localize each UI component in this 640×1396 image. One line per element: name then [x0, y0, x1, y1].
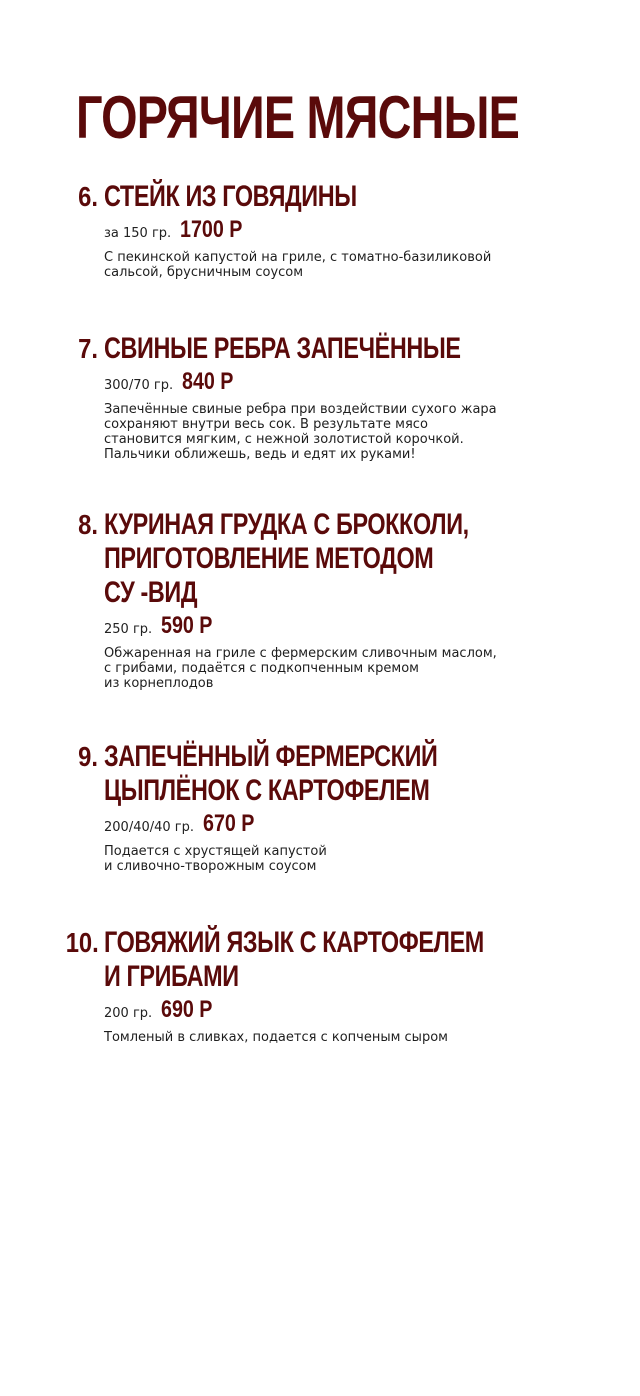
menu-item	[60, 180, 620, 280]
item-name-line: ПРИГОТОВЛЕНИЕ МЕТОДОМ	[104, 542, 434, 575]
item-name-line: СУ -ВИД	[104, 576, 198, 609]
menu-item	[60, 926, 620, 1045]
item-price: 690 Р	[161, 996, 213, 1023]
item-weight: 200 гр.	[104, 1006, 153, 1021]
item-description	[60, 646, 620, 691]
description-line: из корнеплодов	[104, 676, 214, 691]
menu-item-header	[60, 180, 620, 214]
item-meta	[60, 810, 620, 838]
item-number: 9.	[78, 741, 98, 772]
item-meta	[60, 612, 620, 640]
item-description	[60, 1030, 620, 1045]
menu-item	[60, 332, 620, 462]
item-description	[60, 402, 620, 462]
item-name-line: ЦЫПЛЁНОК С КАРТОФЕЛЕМ	[104, 774, 430, 807]
description-line: Томленый в сливках, подается с копченым сыром	[104, 1030, 448, 1045]
item-name-line: ГОВЯЖИЙ ЯЗЫК С КАРТОФЕЛЕМ	[104, 926, 484, 959]
menu-item-header	[60, 926, 620, 994]
item-name	[104, 926, 506, 994]
description-line: Запечённые свиные ребра при воздействии сухого жара	[104, 402, 497, 417]
page-title: ГОРЯЧИЕ МЯСНЫЕ	[76, 84, 520, 151]
description-line: Пальчики оближешь, ведь и едят их руками!	[104, 447, 416, 462]
item-price: 670 Р	[203, 810, 255, 837]
item-name-line: СВИНЫЕ РЕБРА ЗАПЕЧЁННЫЕ	[104, 332, 461, 365]
item-price: 840 Р	[182, 368, 234, 395]
item-name-line: И ГРИБАМИ	[104, 960, 239, 993]
description-line: Подается с хрустящей капустой	[104, 844, 327, 859]
description-line: с грибами, подаётся с подкопченным кремом	[104, 661, 419, 676]
menu-item-header	[60, 508, 620, 610]
item-name	[104, 740, 506, 808]
item-description	[60, 844, 620, 874]
item-name	[104, 180, 506, 214]
item-number: 10.	[65, 927, 99, 958]
item-meta	[60, 996, 620, 1024]
item-price: 1700 Р	[180, 216, 243, 243]
item-name-line: СТЕЙК ИЗ ГОВЯДИНЫ	[104, 180, 357, 213]
item-name	[104, 508, 506, 610]
menu-item	[60, 508, 620, 691]
description-line: Обжаренная на гриле с фермерским сливочным маслом,	[104, 646, 497, 661]
item-name-line: КУРИНАЯ ГРУДКА С БРОККОЛИ,	[104, 508, 469, 541]
item-weight: 300/70 гр.	[104, 378, 174, 393]
description-line: сальсой, брусничным соусом	[104, 265, 304, 280]
item-price: 590 Р	[161, 612, 213, 639]
menu-item-header	[60, 332, 620, 366]
item-meta	[60, 216, 620, 244]
item-name-line: ЗАПЕЧЁННЫЙ ФЕРМЕРСКИЙ	[104, 740, 438, 773]
item-name	[104, 332, 506, 366]
item-number: 7.	[78, 333, 98, 364]
item-number: 8.	[78, 509, 98, 540]
description-line: и сливочно-творожным соусом	[104, 859, 317, 874]
item-weight: 200/40/40 гр.	[104, 820, 195, 835]
description-line: С пекинской капустой на гриле, с томатно-базиликовой	[104, 250, 492, 265]
description-line: становится мягким, с нежной золотистой корочкой.	[104, 432, 464, 447]
item-meta	[60, 368, 620, 396]
item-weight: за 150 гр.	[104, 226, 172, 241]
item-number: 6.	[78, 181, 98, 212]
menu-item	[60, 740, 620, 874]
description-line: сохраняют внутри весь сок. В результате мясо	[104, 417, 428, 432]
item-weight: 250 гр.	[104, 622, 153, 637]
menu-item-header	[60, 740, 620, 808]
item-description	[60, 250, 620, 280]
